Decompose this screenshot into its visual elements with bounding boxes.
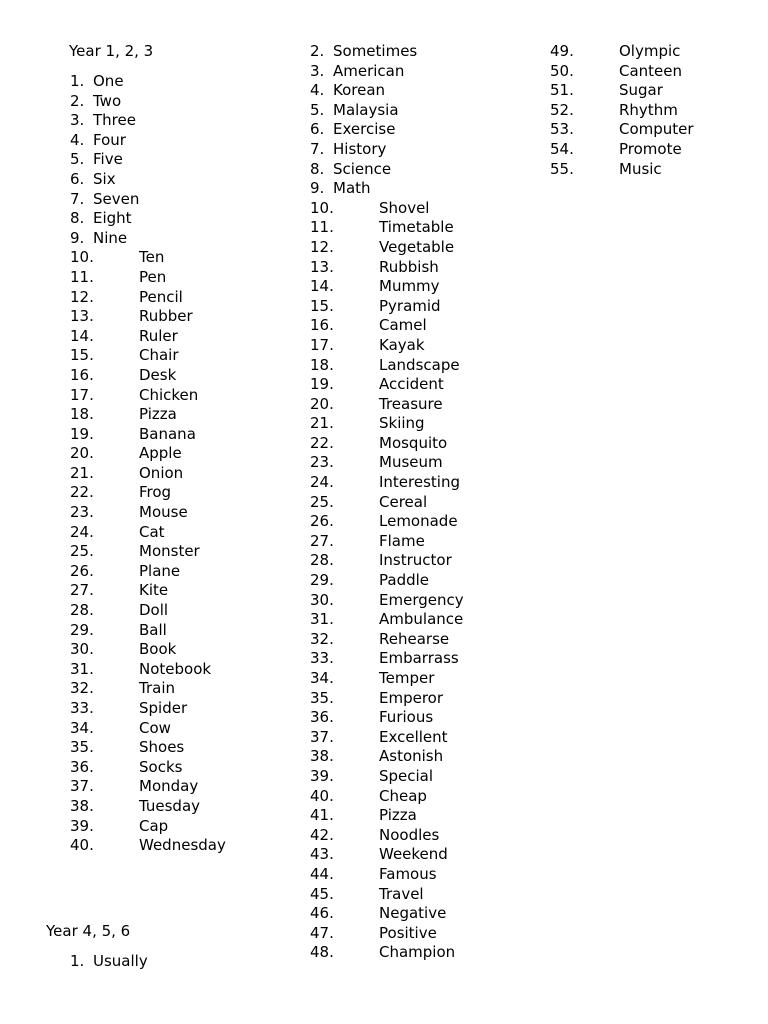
item-word: Monster (139, 542, 200, 561)
list-item (310, 591, 530, 611)
item-word: Onion (139, 463, 184, 482)
item-word: Treasure (379, 394, 443, 413)
list-item (310, 493, 530, 513)
item-word: Socks (139, 757, 183, 776)
list-item (70, 405, 270, 425)
item-number: 14. (70, 326, 94, 345)
item-number: 39. (70, 816, 94, 835)
item-word: Paddle (379, 571, 430, 590)
list-item (70, 209, 270, 229)
item-word: Positive (379, 923, 437, 942)
item-number: 47. (310, 923, 334, 942)
item-word: Pen (139, 267, 167, 286)
list-item (310, 179, 530, 199)
item-number: 34. (70, 718, 94, 737)
item-word: Frog (139, 483, 172, 502)
item-word: Malaysia (333, 100, 399, 119)
list-item (70, 758, 270, 778)
item-number: 23. (70, 503, 94, 522)
item-word: Four (93, 130, 126, 149)
item-word: Famous (379, 864, 437, 883)
item-word: Chair (139, 346, 179, 365)
item-number: 3. (310, 61, 325, 80)
item-word: Mouse (139, 503, 188, 522)
list-item (310, 865, 530, 885)
item-number: 36. (310, 708, 334, 727)
item-number: 33. (70, 699, 94, 717)
list-item (310, 689, 530, 709)
item-number: 15. (70, 346, 94, 365)
item-number: 7. (70, 189, 85, 208)
item-number: 32. (70, 679, 94, 698)
list-item (310, 747, 530, 767)
item-number: 34. (310, 669, 334, 687)
list-item (310, 826, 530, 846)
item-number: 14. (310, 277, 334, 296)
item-number: 55. (550, 159, 574, 178)
item-word: Doll (139, 601, 169, 620)
item-word: American (333, 61, 405, 80)
item-word: Notebook (139, 659, 212, 678)
item-number: 24. (70, 522, 94, 541)
list-item (70, 268, 270, 288)
item-number: 41. (310, 806, 334, 825)
item-word: Five (93, 150, 123, 169)
item-number: 15. (310, 296, 334, 315)
list-item (70, 72, 270, 92)
item-word: Two (93, 91, 122, 110)
item-number: 50. (550, 61, 574, 80)
list-item (70, 190, 270, 210)
item-word: Emergency (379, 590, 464, 609)
list-item (550, 101, 750, 121)
item-word: Museum (379, 453, 443, 472)
item-number: 18. (310, 355, 334, 374)
item-number: 37. (70, 777, 94, 796)
list-item (310, 218, 530, 238)
item-word: Apple (139, 444, 182, 463)
item-number: 31. (70, 659, 94, 678)
list-item (70, 640, 270, 660)
item-word: Cow (139, 718, 171, 737)
item-number: 6. (310, 120, 325, 139)
item-number: 49. (550, 42, 574, 60)
item-word: Exercise (333, 120, 396, 139)
list-item (310, 316, 530, 336)
list-item (310, 787, 530, 807)
list-item (550, 42, 750, 62)
list-item (70, 425, 270, 445)
item-number: 21. (70, 463, 94, 482)
list-item (310, 160, 530, 180)
item-number: 37. (310, 727, 334, 746)
item-number: 52. (550, 100, 574, 119)
list-item (310, 395, 530, 415)
item-word: Mosquito (379, 433, 448, 452)
list-item (550, 81, 750, 101)
item-word: Ten (139, 248, 165, 267)
list-item (550, 120, 750, 140)
item-number: 20. (70, 444, 94, 463)
list-item (70, 719, 270, 739)
item-word: Chicken (139, 385, 199, 404)
item-word: Accident (379, 375, 444, 394)
list-item (70, 581, 270, 601)
list-item (310, 375, 530, 395)
item-number: 8. (70, 209, 85, 228)
item-number: 40. (310, 786, 334, 805)
item-word: Timetable (379, 218, 454, 237)
item-word: Seven (93, 189, 140, 208)
item-word: Rhythm (619, 100, 678, 119)
list-item (70, 523, 270, 543)
list-item (310, 728, 530, 748)
word-list-year-4-5-6 (70, 952, 270, 972)
item-word: Kite (139, 581, 169, 600)
item-word: Cap (139, 816, 169, 835)
list-item (70, 444, 270, 464)
item-number: 27. (310, 531, 334, 550)
item-word: Emperor (379, 688, 444, 707)
word-list-column-2 (310, 42, 530, 963)
list-item (70, 660, 270, 680)
item-word: Excellent (379, 727, 448, 746)
item-word: Pencil (139, 287, 183, 306)
item-word: Champion (379, 943, 456, 962)
item-number: 20. (310, 394, 334, 413)
list-item (70, 170, 270, 190)
item-word: Wednesday (139, 836, 226, 855)
list-item (70, 111, 270, 131)
list-item (310, 669, 530, 689)
item-number: 26. (310, 512, 334, 531)
list-item (310, 649, 530, 669)
item-word: Travel (379, 884, 424, 903)
list-item (70, 248, 270, 268)
item-number: 29. (70, 620, 94, 639)
list-item (310, 277, 530, 297)
list-item (550, 160, 750, 180)
item-word: Usually (93, 952, 148, 970)
item-number: 26. (70, 561, 94, 580)
item-number: 17. (310, 335, 334, 354)
list-item (550, 62, 750, 82)
list-item (70, 483, 270, 503)
item-word: Promote (619, 139, 682, 158)
item-number: 29. (310, 571, 334, 590)
list-item (70, 797, 270, 817)
item-word: Olympic (619, 42, 681, 60)
item-word: Three (93, 111, 136, 130)
list-item (310, 238, 530, 258)
item-word: Plane (139, 561, 181, 580)
item-number: 7. (310, 139, 325, 158)
list-item (310, 845, 530, 865)
item-word: Canteen (619, 61, 683, 80)
item-number: 10. (70, 248, 94, 267)
item-word: Desk (139, 365, 177, 384)
item-number: 48. (310, 943, 334, 962)
item-number: 8. (310, 159, 325, 178)
item-number: 45. (310, 884, 334, 903)
list-item (310, 297, 530, 317)
list-item (70, 738, 270, 758)
item-number: 23. (310, 453, 334, 472)
list-item (310, 767, 530, 787)
heading-year-4-5-6: Year 4, 5, 6 (46, 922, 131, 940)
list-item (310, 943, 530, 963)
list-item (310, 453, 530, 473)
list-item (310, 101, 530, 121)
item-number: 32. (310, 629, 334, 648)
item-word: Ruler (139, 326, 178, 345)
item-word: Cereal (379, 492, 428, 511)
item-number: 1. (70, 952, 85, 970)
item-word: Interesting (379, 473, 460, 492)
item-number: 11. (310, 218, 334, 237)
item-word: Flame (379, 531, 425, 550)
item-number: 40. (70, 836, 94, 855)
item-word: Cheap (379, 786, 427, 805)
item-word: Kayak (379, 335, 425, 354)
item-word: Pizza (139, 405, 177, 424)
item-number: 11. (70, 267, 94, 286)
item-number: 16. (70, 365, 94, 384)
item-word: Math (333, 179, 371, 198)
item-word: One (93, 72, 124, 90)
list-item (70, 952, 270, 972)
word-list-column-1 (70, 72, 270, 856)
item-word: Shovel (379, 198, 430, 217)
list-item (70, 464, 270, 484)
item-number: 46. (310, 904, 334, 923)
item-word: Banana (139, 424, 196, 443)
item-number: 51. (550, 81, 574, 100)
item-number: 36. (70, 757, 94, 776)
item-number: 19. (310, 375, 334, 394)
item-word: Astonish (379, 747, 444, 766)
item-number: 13. (310, 257, 334, 276)
item-word: Vegetable (379, 237, 455, 256)
list-item (70, 817, 270, 837)
item-number: 13. (70, 307, 94, 326)
item-number: 22. (310, 433, 334, 452)
list-item (310, 414, 530, 434)
item-word: Noodles (379, 825, 440, 844)
item-word: Ball (139, 620, 167, 639)
item-word: Ambulance (379, 610, 464, 629)
list-item (70, 601, 270, 621)
item-number: 3. (70, 111, 85, 130)
list-item (310, 512, 530, 532)
item-number: 1. (70, 72, 85, 90)
item-number: 12. (310, 237, 334, 256)
item-word: Rubber (139, 307, 193, 326)
item-number: 30. (70, 640, 94, 659)
item-number: 2. (70, 91, 85, 110)
item-word: Six (93, 169, 116, 188)
list-item (310, 708, 530, 728)
list-item (70, 366, 270, 386)
item-word: Rubbish (379, 257, 439, 276)
list-item (70, 777, 270, 797)
item-number: 9. (310, 179, 325, 198)
list-item (70, 679, 270, 699)
item-number: 18. (70, 405, 94, 424)
item-word: Shoes (139, 738, 185, 757)
item-word: Rehearse (379, 629, 450, 648)
item-number: 19. (70, 424, 94, 443)
item-number: 21. (310, 414, 334, 433)
list-item (70, 836, 270, 856)
item-word: Furious (379, 708, 434, 727)
item-word: Instructor (379, 551, 452, 570)
list-item (310, 199, 530, 219)
item-word: Computer (619, 120, 694, 139)
item-number: 27. (70, 581, 94, 600)
list-item (70, 621, 270, 641)
item-word: Monday (139, 777, 199, 796)
list-item (310, 904, 530, 924)
item-number: 35. (70, 738, 94, 757)
list-item (310, 258, 530, 278)
item-word: Weekend (379, 845, 448, 864)
list-item (70, 562, 270, 582)
list-item (310, 356, 530, 376)
list-item (70, 386, 270, 406)
item-word: Temper (379, 669, 435, 687)
item-number: 5. (70, 150, 85, 169)
item-word: Sugar (619, 81, 663, 100)
item-number: 9. (70, 228, 85, 247)
list-item (70, 288, 270, 308)
list-item (310, 806, 530, 826)
list-item (310, 140, 530, 160)
item-word: Tuesday (139, 796, 201, 815)
list-item (70, 542, 270, 562)
list-item (70, 307, 270, 327)
list-item (70, 327, 270, 347)
list-item (310, 336, 530, 356)
list-item (70, 92, 270, 112)
item-number: 5. (310, 100, 325, 119)
item-number: 38. (70, 796, 94, 815)
item-number: 2. (310, 42, 325, 60)
list-item (70, 699, 270, 719)
list-item (70, 346, 270, 366)
list-item (310, 571, 530, 591)
item-word: Train (139, 679, 175, 698)
item-number: 4. (310, 81, 325, 100)
item-word: Spider (139, 699, 188, 717)
list-item (310, 551, 530, 571)
item-number: 42. (310, 825, 334, 844)
item-number: 28. (70, 601, 94, 620)
item-number: 53. (550, 120, 574, 139)
item-number: 54. (550, 139, 574, 158)
item-number: 30. (310, 590, 334, 609)
list-item (310, 630, 530, 650)
item-word: Pizza (379, 806, 417, 825)
item-word: Embarrass (379, 649, 459, 668)
item-word: Camel (379, 316, 427, 335)
list-item (310, 473, 530, 493)
heading-year-1-2-3: Year 1, 2, 3 (69, 42, 154, 60)
list-item (310, 885, 530, 905)
item-word: Mummy (379, 277, 440, 296)
list-item (310, 42, 530, 62)
item-number: 25. (310, 492, 334, 511)
item-word: Cat (139, 522, 165, 541)
item-word: Sometimes (333, 42, 418, 60)
item-number: 17. (70, 385, 94, 404)
list-item (70, 150, 270, 170)
item-word: Negative (379, 904, 447, 923)
list-item (310, 610, 530, 630)
list-item (310, 62, 530, 82)
item-number: 24. (310, 473, 334, 492)
item-number: 28. (310, 551, 334, 570)
item-number: 6. (70, 169, 85, 188)
item-number: 25. (70, 542, 94, 561)
list-item (310, 924, 530, 944)
item-word: Pyramid (379, 296, 441, 315)
item-number: 35. (310, 688, 334, 707)
list-item (70, 131, 270, 151)
list-item (310, 532, 530, 552)
item-number: 38. (310, 747, 334, 766)
list-item (310, 81, 530, 101)
item-word: Book (139, 640, 177, 659)
item-number: 12. (70, 287, 94, 306)
item-word: Eight (93, 209, 132, 228)
list-item (310, 120, 530, 140)
item-number: 31. (310, 610, 334, 629)
list-item (70, 503, 270, 523)
item-number: 4. (70, 130, 85, 149)
item-number: 44. (310, 864, 334, 883)
list-item (310, 434, 530, 454)
item-word: Music (619, 159, 662, 178)
item-word: Skiing (379, 414, 425, 433)
item-word: Special (379, 766, 434, 785)
list-item (70, 229, 270, 249)
item-number: 33. (310, 649, 334, 668)
item-word: Landscape (379, 355, 460, 374)
item-word: Nine (93, 228, 128, 247)
item-number: 10. (310, 198, 334, 217)
item-word: Korean (333, 81, 386, 100)
list-item (550, 140, 750, 160)
item-number: 16. (310, 316, 334, 335)
item-number: 22. (70, 483, 94, 502)
item-word: Science (333, 159, 392, 178)
item-word: History (333, 139, 387, 158)
item-word: Lemonade (379, 512, 458, 531)
item-number: 43. (310, 845, 334, 864)
word-list-column-3 (550, 42, 750, 179)
item-number: 39. (310, 766, 334, 785)
